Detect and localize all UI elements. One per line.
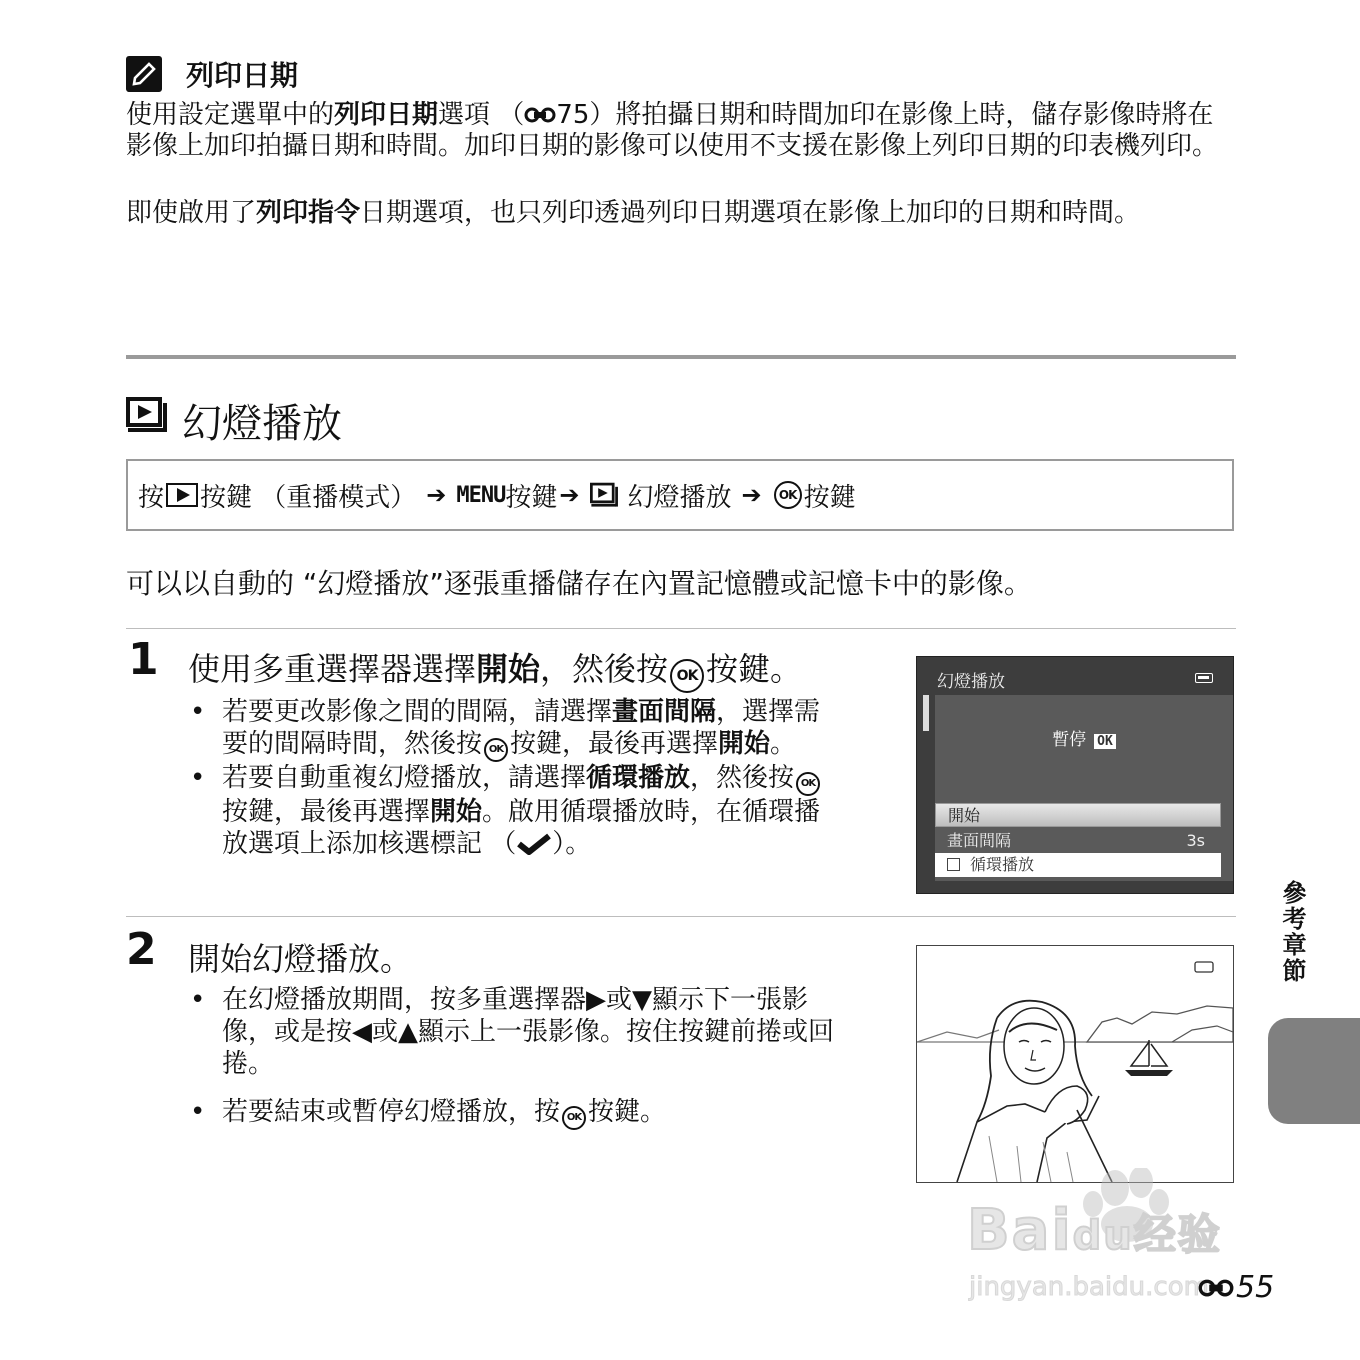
ok-button-icon: OK — [484, 738, 508, 762]
ok-button-icon: OK — [774, 481, 802, 509]
portrait-illustration — [917, 946, 1233, 1182]
baidu-watermark: Baidu经验 jingyan.baidu.com — [965, 1168, 1275, 1308]
list-item: • 若要結束或暫停幻燈播放，按 OK 按鍵。 — [186, 1096, 846, 1130]
pause-hint: 暫停 OK — [935, 725, 1233, 750]
pencil-icon — [126, 56, 162, 92]
ok-badge: OK — [1094, 734, 1116, 749]
camera-menu-title: 幻燈播放 — [937, 672, 1005, 692]
step-title: 使用多重選擇器選擇開始，然後按 OK 按鍵。 — [188, 644, 802, 693]
chapter-tab[interactable] — [1268, 1018, 1360, 1124]
step-number: 1 — [128, 634, 159, 685]
reference-icon — [524, 100, 556, 130]
menu-item-interval[interactable]: 畫面間隔 3s — [947, 831, 1205, 850]
menu-item-start[interactable]: 開始 — [935, 803, 1221, 827]
note-paragraph-1: 使用設定選單中的列印日期選項 （ 75）將拍攝日期和時間加印在影像上時，儲存影像時將在影像上加印拍攝日期和時間。加印日期的影像可以使用不支援在影像上列印日期的印表機列印。 — [126, 100, 1219, 161]
page-number: 55 — [1198, 1270, 1274, 1305]
scrollbar — [923, 695, 929, 731]
menu-key: MENU — [456, 482, 506, 508]
camera-menu-screen — [916, 656, 1234, 894]
step-number: 2 — [126, 924, 157, 975]
ok-button-icon: OK — [670, 659, 704, 693]
ok-button-icon: OK — [796, 772, 820, 796]
note-header — [126, 52, 298, 96]
intro-text: 可以以自動的 “幻燈播放”逐張重播儲存在內置記憶體或記憶卡中的影像。 — [126, 567, 1032, 600]
note-paragraph-2: 即使啟用了列印指令日期選項，也只列印透過列印日期選項在影像上加印的日期和時間。 — [126, 198, 1141, 228]
step-divider — [126, 628, 1236, 629]
section-divider — [126, 355, 1236, 359]
section-title — [126, 392, 342, 448]
reference-icon — [1198, 1270, 1234, 1305]
slideshow-icon — [126, 395, 170, 445]
chapter-label: 參考章節 — [1278, 880, 1306, 984]
slideshow-icon — [590, 481, 620, 509]
arrow-right-icon: ➔ — [741, 481, 762, 509]
slideshow-photo — [916, 945, 1234, 1183]
checkbox-icon[interactable] — [947, 858, 960, 871]
list-item: • 若要更改影像之間的間隔，請選擇畫面間隔，選擇需要的間隔時間，然後按 OK 按鍵，最後再選擇開始。 — [186, 696, 846, 762]
menu-item-loop[interactable]: 循環播放 — [935, 853, 1221, 877]
section-title-text: 幻燈播放 — [182, 400, 342, 447]
step2-bullets — [186, 984, 846, 1130]
step1-bullets — [186, 696, 846, 860]
navigation-path: 按 按鍵 （重播模式） ➔ MENU 按鍵 ➔ 幻燈播放 ➔ OK 按鍵 — [126, 459, 1234, 531]
play-button-icon — [166, 483, 198, 507]
ok-button-icon: OK — [562, 1106, 586, 1130]
battery-icon — [1195, 673, 1213, 683]
checkmark-icon — [516, 829, 552, 859]
arrow-right-icon: ➔ — [559, 481, 580, 509]
note-title: 列印日期 — [186, 59, 299, 92]
step-title: 開始幻燈播放。 — [188, 940, 413, 978]
step-divider — [126, 916, 1236, 917]
list-item: • 若要自動重複幻燈播放，請選擇循環播放，然後按 OK按鍵，最後再選擇開始。啟用循環播放時，在循環播放選項上添加核選標記 （ ）。 — [190, 763, 821, 859]
list-item: • 在幻燈播放期間，按多重選擇器▶或▼顯示下一張影像，或是按◀或▲顯示上一張影像。按住按鍵前捲或回捲。 — [190, 985, 834, 1079]
arrow-right-icon: ➔ — [426, 481, 447, 509]
